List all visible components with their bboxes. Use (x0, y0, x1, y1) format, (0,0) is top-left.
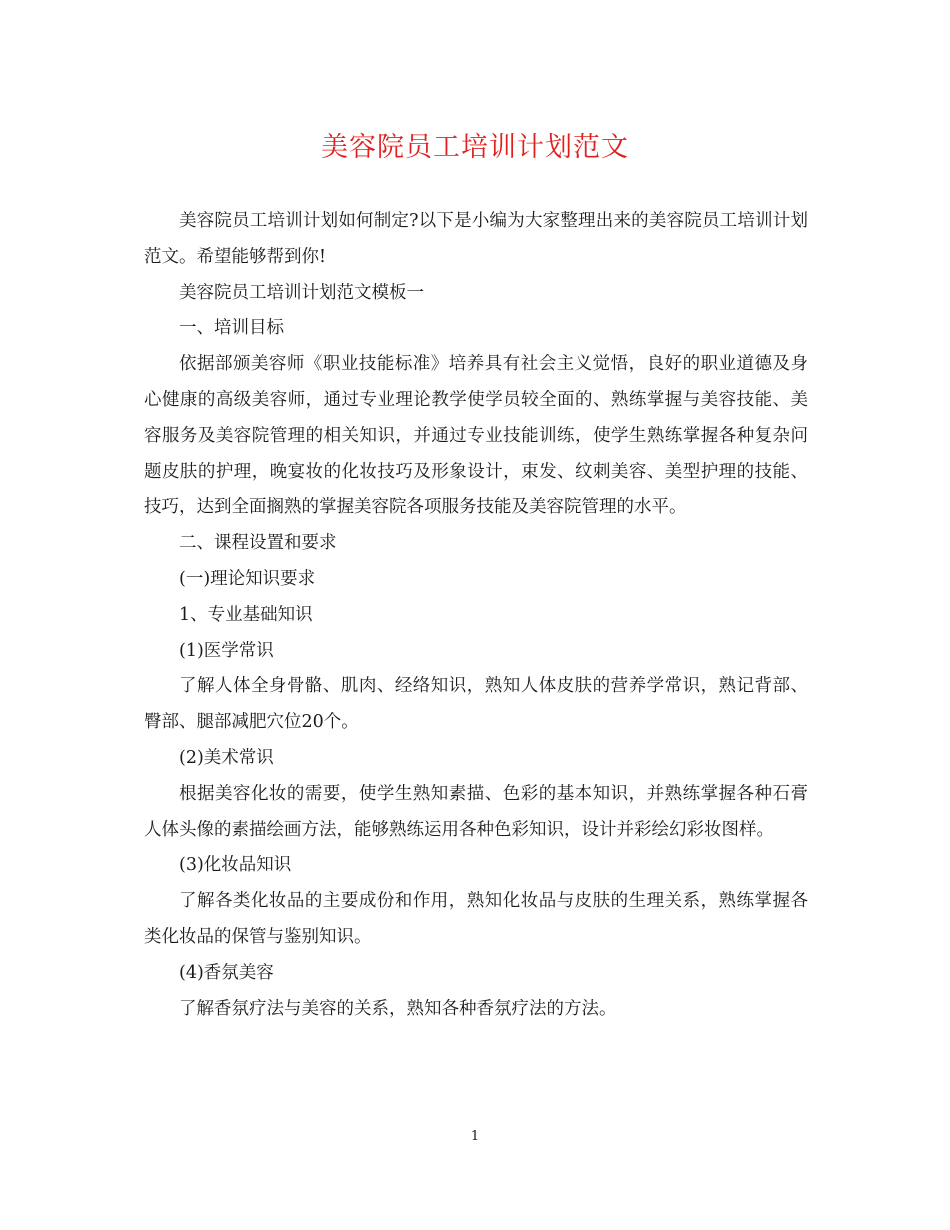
item-heading-medical: (1)医学常识 (179, 640, 274, 661)
section-heading-course-setup: 二、课程设置和要求 (179, 533, 337, 554)
subheading-professional-basics: 1、专业基础知识 (179, 604, 313, 625)
document-title: 美容院员工培训计划范文 (321, 132, 629, 163)
paragraph-template-heading: 美容院员工培训计划范文模板一 (179, 282, 424, 303)
paragraph-training-goal: 依据部颁美容师《职业技能标准》培养具有社会主义觉悟，良好的职业道德及身心健康的高级美容师，通过专业理论教学使学员较全面的、熟练掌握与美容技能、美容服务及美容院管理的相关知识，并通过专业技能训练，使学生熟练掌握各种复杂问题皮肤的护理，晚宴妆的化妆技巧及形象设计，束发、纹刺美容、美型护理的技能、技巧，达到全面搁熟的掌握美容院各项服务技能及美容院管理的水平。 (144, 354, 808, 518)
paragraph-cosmetics: 了解各类化妆品的主要成份和作用，熟知化妆品与皮肤的生理关系，熟练掌握各类化妆品的保管与鉴别知识。 (144, 891, 808, 947)
paragraph-medical: 了解人体全身骨骼、肌肉、经络知识，熟知人体皮肤的营养学常识，熟记背部、臀部、腿部减肥穴位20个。 (144, 676, 808, 733)
section-heading-training-goal: 一、培训目标 (179, 318, 284, 339)
paragraph-art: 根据美容化妆的需要，使学生熟知素描、色彩的基本知识，并熟练掌握各种石膏人体头像的素描绘画方法，能够熟练运用各种色彩知识，设计并彩绘幻彩妆图样。 (144, 783, 808, 840)
page-number: 1 (470, 1129, 480, 1144)
item-heading-art: (2)美术常识 (179, 747, 274, 768)
subheading-theory-requirements: (一)理论知识要求 (179, 568, 316, 589)
paragraph-intro: 美容院员工培训计划如何制定?以下是小编为大家整理出来的美容院员工培训计划范文。希望能够帮到你! (144, 211, 808, 267)
document-body (144, 204, 808, 1027)
item-heading-cosmetics: (3)化妆品知识 (179, 855, 292, 876)
paragraph-aroma: 了解香氛疗法与美容的关系，熟知各种香氛疗法的方法。 (179, 998, 617, 1019)
item-heading-aroma: (4)香氛美容 (179, 962, 274, 983)
